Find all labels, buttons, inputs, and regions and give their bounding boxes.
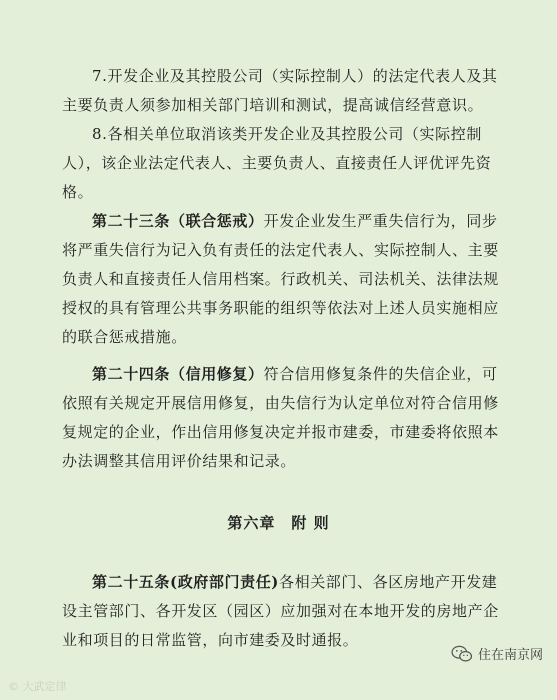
article-23-title: 第二十三条（联合惩戒） <box>92 212 264 230</box>
wechat-icon <box>451 645 473 663</box>
article-24 <box>62 360 508 476</box>
item-8 <box>62 120 508 207</box>
item-8-text: 8.各相关单位取消该类开发企业及其控股公司（实际控制人），该企业法定代表人、主要负责人、直接责任人评优评先资格。 <box>62 125 492 201</box>
article-23-body: 开发企业发生严重失信行为，同步将严重失信行为记入负有责任的法定代表人、实际控制人、主要负责人和直接责任人信用档案。行政机关、司法机关、法律法规授权的具有管理公共事务职能的组织等依法对上述人员实施相应的联合惩戒措施。 <box>62 212 499 346</box>
article-25 <box>62 568 508 655</box>
article-24-body: 符合信用修复条件的失信企业，可依照有关规定开展信用修复，由失信行为认定单位对符合信用修复规定的企业，作出信用修复决定并报市建委，市建委将依照本办法调整其信用评价结果和记录。 <box>62 365 499 470</box>
article-23 <box>62 207 508 352</box>
article-25-body: 各相关部门、各区房地产开发建设主管部门、各开发区（园区）应加强对在本地开发的房地产企业和项目的日常监管，向市建委及时通报。 <box>62 573 499 649</box>
article-25-title: 第二十五条(政府部门责任) <box>92 573 279 591</box>
article-24-title: 第二十四条（信用修复） <box>92 365 264 383</box>
watermark-right <box>451 644 543 663</box>
watermark-right-text: 住在南京网 <box>477 648 543 663</box>
chapter-heading: 第六章 附 则 <box>227 514 330 532</box>
item-7-text: 7.开发企业及其控股公司（实际控制人）的法定代表人及其主要负责人须参加相关部门培训和测试，提高诚信经营意识。 <box>62 67 498 114</box>
item-7 <box>62 62 508 120</box>
watermark-left: © 大武定律 <box>8 680 67 693</box>
